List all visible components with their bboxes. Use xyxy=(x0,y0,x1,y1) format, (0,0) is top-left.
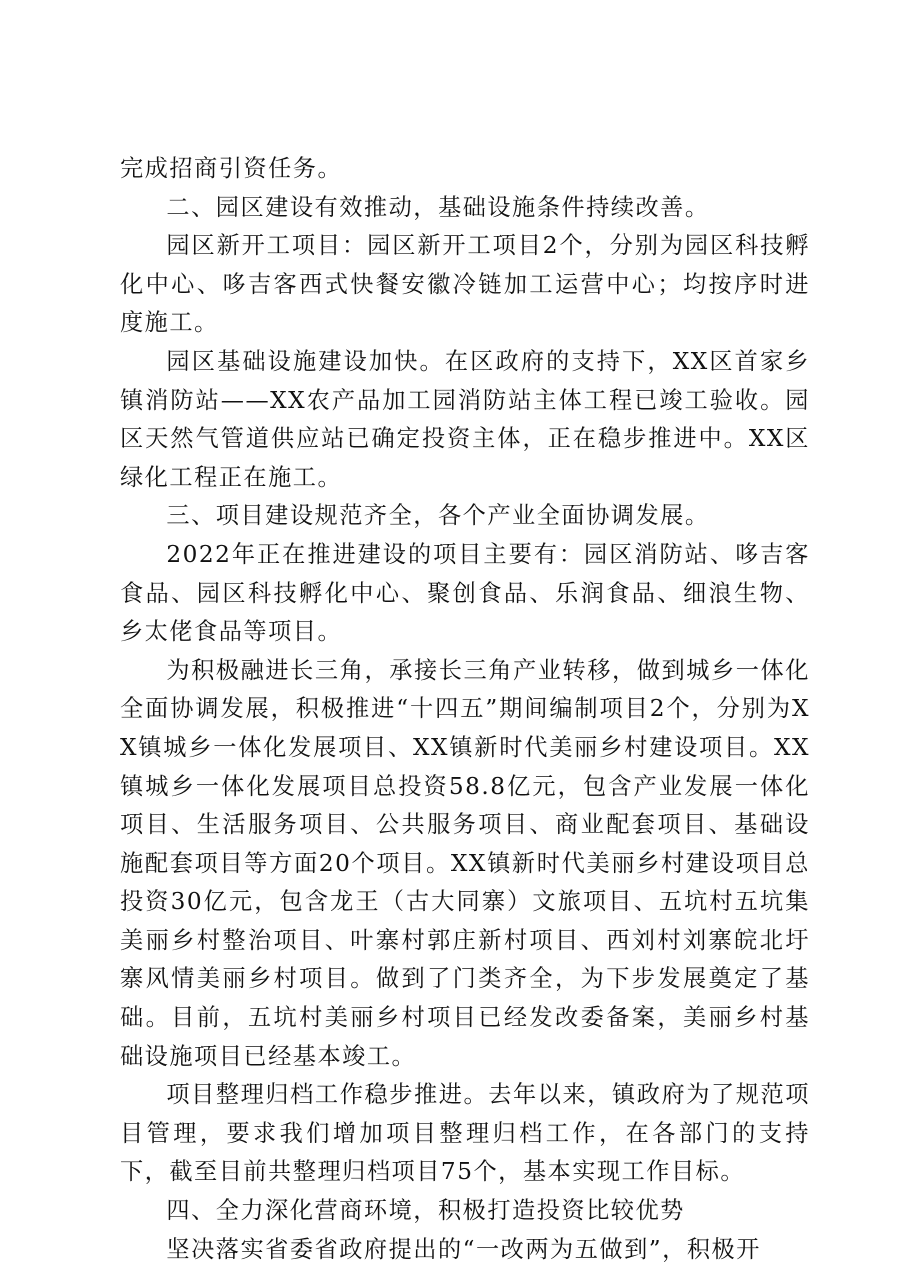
paragraph: 坚决落实省委省政府提出的“一改两为五做到”，积极开 xyxy=(166,1235,761,1263)
paragraph: 为积极融进长三角，承接长三角产业转移，做到城乡一体化全面协调发展，积极推进“十四五”期间编制项目2个，分别为XX镇城乡一体化发展项目、XX镇新时代美丽乡村建设项目。XX镇城乡一体化发展项目总投资58.8亿元，包含产业发展一体化项目、生活服务项目、公共服务项目、商业配套项目、基础设施配套项目等方面20个项目。XX镇新时代美丽乡村建设项目总投资30亿元，包含龙王（古大同寨）文旅项目、五坑村五坑集美丽乡村整治项目、叶寨村郭庄新村项目、西刘村刘寨皖北圩寨风情美丽乡村项目。做到了门类齐全，为下步发展奠定了基础。目前，五坑村美丽乡村项目已经发改委备案，美丽乡村基础设施项目已经基本竣工。 xyxy=(120,656,810,1070)
paragraph: 园区基础设施建设加快。在区政府的支持下，XX区首家乡镇消防站——XX农产品加工园消防站主体工程已竣工验收。园区天然气管道供应站已确定投资主体，正在稳步推进中。XX区绿化工程正在施工。 xyxy=(120,347,810,491)
paragraph: 2022年正在推进建设的项目主要有：园区消防站、哆吉客食品、园区科技孵化中心、聚创食品、乐润食品、细浪生物、乡太佬食品等项目。 xyxy=(120,540,810,646)
section-heading: 二、园区建设有效推动，基础设施条件持续改善。 xyxy=(166,193,710,221)
paragraph: 完成招商引资任务。 xyxy=(120,155,343,182)
section-heading: 四、全力深化营商环境，积极打造投资比较优势 xyxy=(166,1197,685,1225)
section-heading: 三、项目建设规范齐全，各个产业全面协调发展。 xyxy=(166,502,710,530)
paragraph: 园区新开工项目：园区新开工项目2个，分别为园区科技孵化中心、哆吉客西式快餐安徽冷链加工运营中心；均按序时进度施工。 xyxy=(120,232,810,337)
document-body xyxy=(120,150,810,1269)
paragraph: 项目整理归档工作稳步推进。去年以来，镇政府为了规范项目管理，要求我们增加项目整理归档工作，在各部门的支持下，截至目前共整理归档项目75个，基本实现工作目标。 xyxy=(120,1081,810,1186)
